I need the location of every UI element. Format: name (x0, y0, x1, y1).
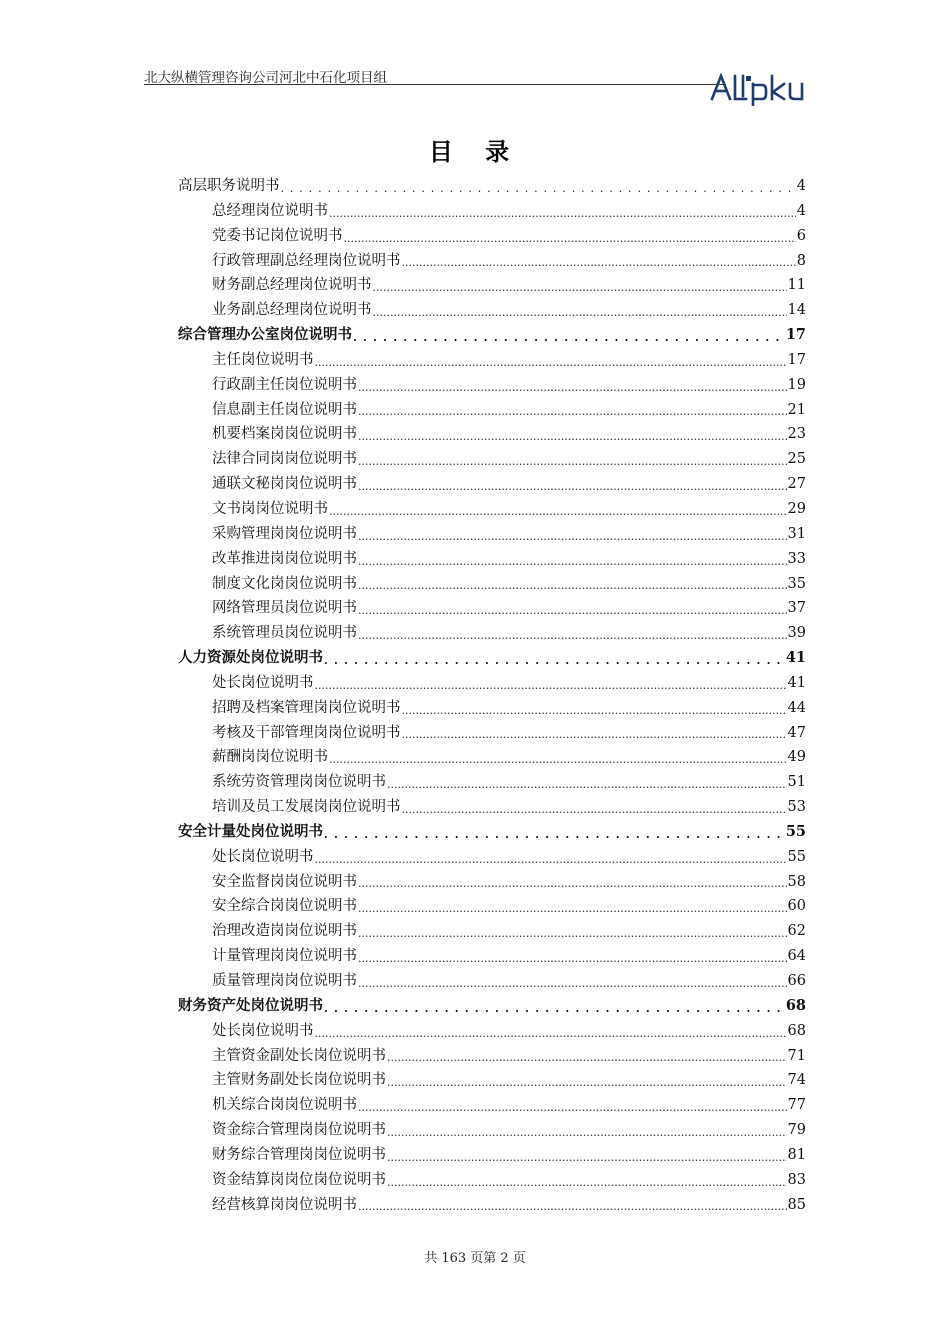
toc-entry[interactable] (178, 522, 806, 547)
toc-page-number: 25 (787, 451, 806, 468)
toc-entry-title: 薪酬岗岗位说明书 (212, 749, 328, 766)
toc-entry[interactable] (178, 795, 806, 820)
toc-dot-leader (373, 273, 787, 298)
toc-entry-title: 文书岗岗位说明书 (212, 500, 328, 517)
toc-section-entry[interactable] (178, 323, 806, 348)
toc-page-number: 41 (785, 649, 806, 667)
toc-entry[interactable] (178, 919, 806, 944)
toc-entry-title: 改革推进岗岗位说明书 (212, 550, 357, 567)
toc-page-number: 83 (787, 1171, 806, 1188)
toc-dot-leader (358, 472, 787, 497)
toc-dot-leader (324, 994, 785, 1019)
toc-section-entry[interactable] (178, 174, 806, 199)
toc-entry[interactable] (178, 348, 806, 373)
toc-entry-title: 人力资源处岗位说明书 (178, 649, 323, 667)
toc-dot-leader (387, 1118, 787, 1143)
toc-entry[interactable] (178, 770, 806, 795)
toc-page-number: 37 (787, 600, 806, 617)
toc-entry[interactable] (178, 273, 806, 298)
toc-entry[interactable] (178, 1168, 806, 1193)
toc-page-number: 49 (787, 749, 806, 766)
toc-page-number: 19 (787, 376, 806, 393)
toc-entry[interactable] (178, 422, 806, 447)
toc-page-number: 68 (785, 996, 806, 1014)
toc-entry-title: 处长岗位说明书 (212, 848, 314, 865)
toc-entry[interactable] (178, 298, 806, 323)
toc-entry[interactable] (178, 870, 806, 895)
toc-page-number: 55 (785, 822, 806, 840)
toc-entry-title: 机要档案岗岗位说明书 (212, 426, 357, 443)
toc-entry[interactable] (178, 845, 806, 870)
toc-section-entry[interactable] (178, 994, 806, 1019)
toc-entry[interactable] (178, 447, 806, 472)
toc-entry-title: 经营核算岗岗位说明书 (212, 1196, 357, 1213)
toc-entry-title: 采购管理岗岗位说明书 (212, 525, 357, 542)
toc-dot-leader (315, 845, 787, 870)
toc-entry-title: 通联文秘岗岗位说明书 (212, 476, 357, 493)
toc-entry-title: 总经理岗位说明书 (212, 202, 328, 219)
toc-entry-title: 主管财务副处长岗位说明书 (212, 1072, 386, 1089)
toc-dot-leader (358, 1193, 787, 1218)
toc-entry[interactable] (178, 596, 806, 621)
toc-page-number: 66 (787, 973, 806, 989)
toc-page-number: 31 (787, 525, 806, 542)
toc-entry[interactable] (178, 1143, 806, 1168)
toc-page-number: 60 (787, 898, 806, 915)
toc-entry-title: 主任岗位说明书 (212, 351, 314, 368)
toc-entry-title: 资金结算岗岗位岗位说明书 (212, 1171, 386, 1188)
toc-dot-leader (358, 398, 787, 423)
toc-dot-leader (402, 721, 787, 746)
toc-entry[interactable] (178, 745, 806, 770)
toc-page-number: 55 (787, 848, 806, 865)
toc-page-number: 33 (787, 550, 806, 567)
toc-dot-leader (358, 422, 787, 447)
toc-page-number: 39 (787, 625, 806, 642)
toc-entry[interactable] (178, 472, 806, 497)
toc-entry-title: 系统劳资管理岗岗位说明书 (212, 774, 386, 791)
toc-entry-title: 考核及干部管理岗岗位说明书 (212, 724, 401, 741)
toc-entry-title: 系统管理员岗位说明书 (212, 625, 357, 642)
toc-dot-leader (358, 621, 787, 646)
toc-page-number: 4 (796, 178, 806, 194)
toc-entry[interactable] (178, 1019, 806, 1044)
toc-page-number: 81 (787, 1146, 806, 1163)
toc-dot-leader (387, 1068, 787, 1093)
toc-section-entry[interactable] (178, 646, 806, 671)
toc-dot-leader (358, 447, 787, 472)
toc-dot-leader (402, 795, 787, 820)
toc-dot-leader (358, 572, 787, 597)
toc-page-number: 53 (787, 799, 806, 816)
toc-dot-leader (344, 224, 796, 249)
toc-entry-title: 计量管理岗岗位说明书 (212, 948, 357, 965)
toc-dot-leader (358, 919, 787, 944)
toc-entry-title: 综合管理办公室岗位说明书 (178, 326, 352, 344)
toc-dot-leader (324, 820, 785, 845)
toc-entry-title: 招聘及档案管理岗岗位说明书 (212, 699, 401, 716)
toc-page-number: 17 (787, 351, 806, 368)
toc-dot-leader (281, 174, 796, 199)
toc-entry-title: 制度文化岗岗位说明书 (212, 575, 357, 592)
toc-entry-title: 高层职务说明书 (178, 178, 280, 194)
toc-page-number: 21 (787, 401, 806, 418)
toc-entry[interactable] (178, 721, 806, 746)
toc-entry[interactable] (178, 572, 806, 597)
toc-dot-leader (387, 1044, 787, 1069)
toc-entry-title: 行政管理副总经理岗位说明书 (212, 252, 401, 269)
toc-entry[interactable] (178, 373, 806, 398)
toc-entry-title: 质量管理岗岗位说明书 (212, 973, 357, 989)
toc-entry-title: 安全综合岗岗位说明书 (212, 898, 357, 915)
toc-entry-title: 网络管理员岗位说明书 (212, 600, 357, 617)
toc-page-number: 6 (796, 227, 806, 244)
toc-page-number: 27 (787, 476, 806, 493)
company-logo (710, 70, 825, 106)
header-rule (144, 84, 726, 85)
toc-entry-title: 处长岗位说明书 (212, 674, 314, 691)
toc-dot-leader (353, 323, 785, 348)
toc-entry-title: 资金综合管理岗岗位说明书 (212, 1122, 386, 1139)
toc-entry-title: 治理改造岗岗位说明书 (212, 923, 357, 940)
toc-dot-leader (329, 745, 787, 770)
toc-dot-leader (358, 870, 787, 895)
toc-dot-leader (358, 596, 787, 621)
toc-page-number: 79 (787, 1122, 806, 1139)
toc-dot-leader (358, 1093, 787, 1118)
toc-page-number: 8 (796, 252, 806, 269)
toc-page-number: 41 (787, 674, 806, 691)
toc-entry-title: 财务综合管理岗岗位说明书 (212, 1146, 386, 1163)
toc-dot-leader (315, 348, 787, 373)
toc-entry[interactable] (178, 944, 806, 969)
page-footer: 共 163 页第 2 页 (424, 1251, 526, 1266)
toc-entry[interactable] (178, 671, 806, 696)
toc-entry-title: 财务资产处岗位说明书 (178, 996, 323, 1014)
toc-dot-leader (358, 547, 787, 572)
toc-page-number: 64 (787, 948, 806, 965)
toc-dot-leader (329, 199, 796, 224)
toc-entry-title: 信息副主任岗位说明书 (212, 401, 357, 418)
toc-page-number: 51 (787, 774, 806, 791)
toc-page-number: 47 (787, 724, 806, 741)
toc-page-number: 71 (787, 1047, 806, 1064)
toc-entry[interactable] (178, 224, 806, 249)
toc-entry[interactable] (178, 1093, 806, 1118)
toc-page-number: 68 (787, 1022, 806, 1039)
header-org-name: 北大纵横管理咨询公司河北中石化项目组 (144, 70, 387, 86)
toc-dot-leader (324, 646, 785, 671)
toc-dot-leader (402, 696, 787, 721)
toc-dot-leader (329, 497, 787, 522)
toc-title: 目 录 (428, 138, 522, 166)
toc-dot-leader (373, 298, 787, 323)
toc-entry-title: 财务副总经理岗位说明书 (212, 277, 372, 294)
toc-entry-title: 党委书记岗位说明书 (212, 227, 343, 244)
toc-entry[interactable] (178, 398, 806, 423)
toc-dot-leader (387, 770, 787, 795)
toc-entry[interactable] (178, 1068, 806, 1093)
toc-entry[interactable] (178, 199, 806, 224)
toc-dot-leader (358, 894, 787, 919)
toc-dot-leader (315, 1019, 787, 1044)
toc-dot-leader (387, 1168, 787, 1193)
toc-dot-leader (315, 671, 787, 696)
toc-entry-title: 行政副主任岗位说明书 (212, 376, 357, 393)
toc-dot-leader (387, 1143, 787, 1168)
toc-page-number: 74 (787, 1072, 806, 1089)
toc-page-number: 4 (796, 202, 806, 219)
toc-entry-title: 主管资金副处长岗位说明书 (212, 1047, 386, 1064)
toc-section-entry[interactable] (178, 820, 806, 845)
toc-dot-leader (358, 969, 787, 994)
toc-page-number: 44 (787, 699, 806, 716)
toc-entry-title: 法律合同岗岗位说明书 (212, 451, 357, 468)
toc-entry-title: 机关综合岗岗位说明书 (212, 1097, 357, 1114)
table-of-contents (178, 174, 806, 1217)
toc-entry[interactable] (178, 894, 806, 919)
toc-entry[interactable] (178, 1044, 806, 1069)
toc-entry[interactable] (178, 547, 806, 572)
toc-page-number: 23 (787, 426, 806, 443)
toc-page-number: 14 (787, 302, 806, 319)
toc-entry-title: 培训及员工发展岗岗位说明书 (212, 799, 401, 816)
toc-page-number: 17 (785, 326, 806, 344)
toc-page-number: 62 (787, 923, 806, 940)
toc-dot-leader (402, 249, 796, 274)
toc-page-number: 58 (787, 873, 806, 890)
toc-page-number: 29 (787, 500, 806, 517)
toc-entry-title: 处长岗位说明书 (212, 1022, 314, 1039)
toc-entry[interactable] (178, 249, 806, 274)
toc-page-number: 77 (787, 1097, 806, 1114)
toc-entry[interactable] (178, 1193, 806, 1218)
toc-entry[interactable] (178, 1118, 806, 1143)
toc-entry-title: 安全计量处岗位说明书 (178, 822, 323, 840)
toc-entry[interactable] (178, 497, 806, 522)
toc-entry[interactable] (178, 696, 806, 721)
toc-entry[interactable] (178, 621, 806, 646)
toc-page-number: 35 (787, 575, 806, 592)
toc-page-number: 11 (787, 277, 806, 294)
toc-dot-leader (358, 944, 787, 969)
toc-dot-leader (358, 373, 787, 398)
toc-entry-title: 安全监督岗岗位说明书 (212, 873, 357, 890)
toc-dot-leader (358, 522, 787, 547)
toc-page-number: 85 (787, 1196, 806, 1213)
toc-entry-title: 业务副总经理岗位说明书 (212, 302, 372, 319)
toc-entry[interactable] (178, 969, 806, 994)
